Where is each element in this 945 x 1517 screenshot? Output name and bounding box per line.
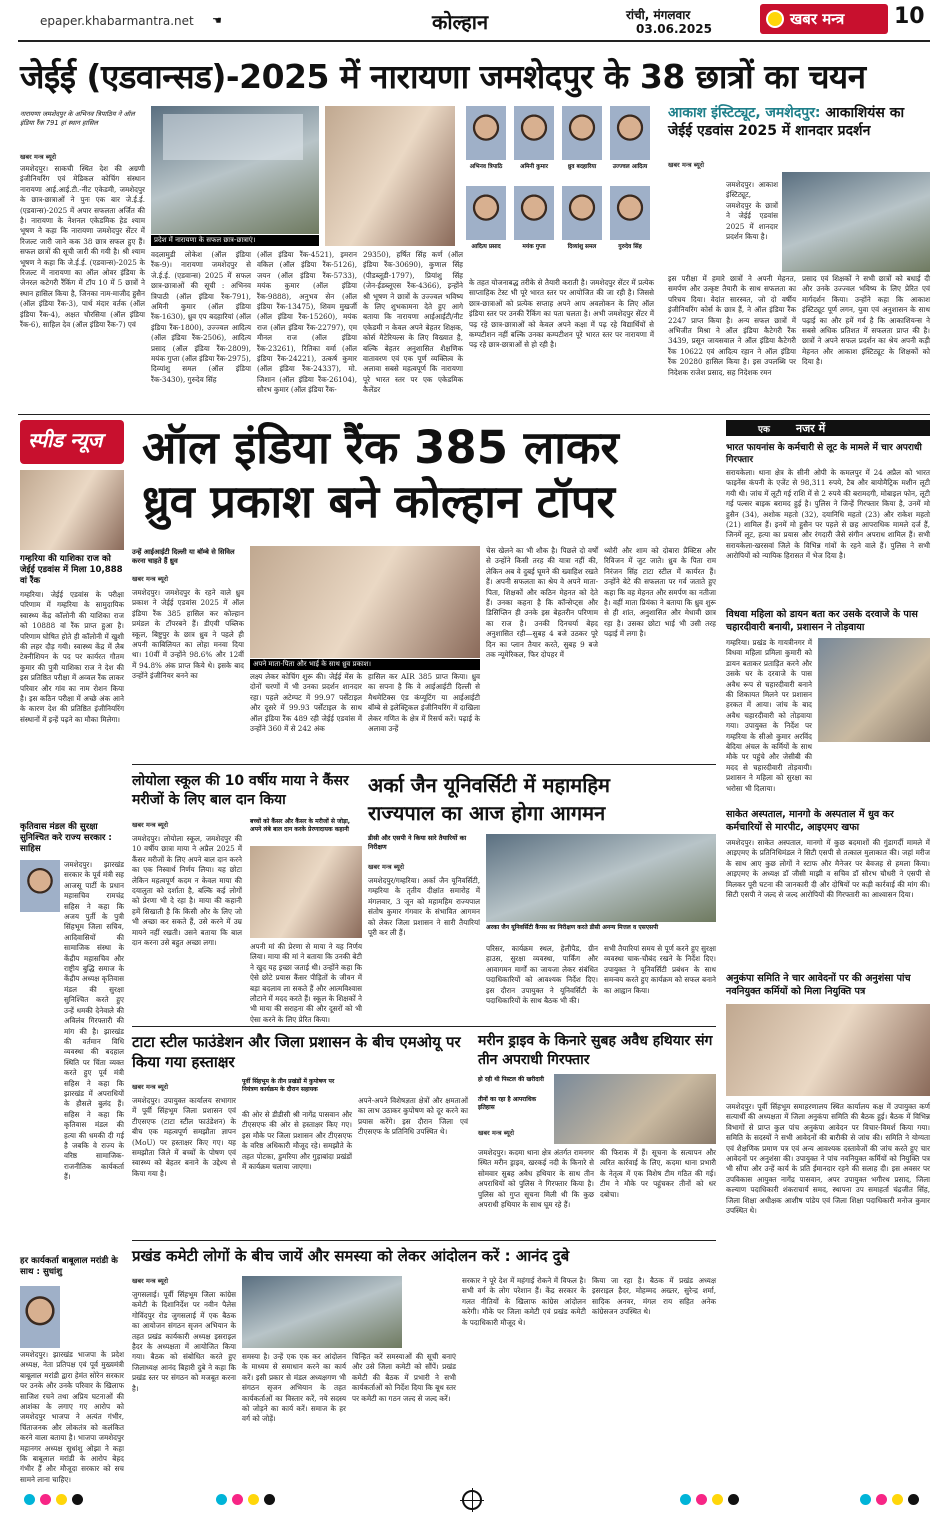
prakhand-story: [132, 1246, 716, 1454]
arka-col3: सभी तैयारियां समय से पूर्ण करने हुए सुरक्षा व्यवस्था चाक-चौबंद रखने के निर्देश दिए। उपायुक्त ने यूनिवर्सिटी प्रबंधन के साथ समन्वय करते हुए कार्यक्रम को सफल बनाने का आह्वान किया।: [604, 944, 716, 995]
arka-headline-line1: अर्का जैन यूनिवर्सिटी में महामहिम: [368, 773, 611, 797]
narayana-col1: जमशेदपुर। साकची स्थित देश की अग्रणी इंजीनियरिंग एवं मेडिकल कोचिंग संस्थान नारायणा आई.आई.टी.-नीट एकेडमी, जमशेदपुर के छात्र-छात्राओं ने पुनः एक बार जे.ई.ई. (एडवान्स)-2025 में अपार सफलता अर्जित की है। नारायणा के नेशनल एकेडमिक हेड श्याम भूषण ने कहा कि नारायणा जमशेदपुर सेंटर में रिजल्ट जारी जाने कक 38 छात्र सफल हुए हैं। सफल छात्रों की सूची जारी की गयी है। श्री श्याम भूषण ने कहा कि जे.ई.ई. (एडवान्स)-2025 के रिजल्ट में नारायणा का ऑल ओवर इंडिया के जेनरल कटेगरी रैंकिंग में टॉप 10 में 5 छात्रों ने स्थान हासिल किया है, जिनका नाम-माजीद हुसैन (ऑल इंडिया रैंक-3), पार्थ मंदार वर्तक (ऑल इंडिया रैंक-4), अक्षत चौरसिया (ऑल इंडिया रैंक-6), साहिल देव (ऑल इंडिया रैंक-7) एवं: [20, 164, 145, 330]
color-swatch: [40, 1494, 51, 1505]
section-rule: [18, 414, 930, 415]
color-swatch: [72, 1494, 83, 1505]
student-portrait: [610, 106, 650, 160]
issue-city-day: रांची, मंगलवार: [626, 8, 691, 22]
speed-news-banner: [20, 420, 124, 464]
arka-headline-line2: राज्यपाल का आज होगा आगमन: [368, 801, 606, 825]
prakhand-top-rule: [132, 1240, 716, 1241]
nazar-item4-text: जमशेदपुर। पूर्वी सिंहभूम समाहरणालय स्थित कार्यालय कक्ष में उपायुक्त कर्ण सत्यार्थी की अध्यक्षता में जिला अनुकंपा समिति की बैठक हुई। बैठक में विभिन्न विभागों से प्राप्त कुल पांच अनुकंपा आवेदन पर विचार-विमर्श किया गया। समिति के सदस्यों ने सभी आवेदनों की बारीकी से जांच की। समिति ने योग्यता एवं शैक्षणिक प्रमाण पत्र एवं अन्य आवश्यक दस्तावेजों की जांच करते हुए चार आवेदनों पर अनुशंसा की। उपायुक्त ने पांच नवनियुक्त कर्मियों को नियुक्ति पत्र भी सौंपा और उन्हें कार्य के प्रति ईमानदार रहने की सलाह दी। इस अवसर पर उपविकास आयुक्त नागेंद्र पासवान, अपर उपायुक्त भगीरथ प्रसाद, जिला कल्याण पदाधिकारी शंकराचार्य समद, स्थापना उप समाहर्ता चंद्रजीत सिंह, जिला शिक्षा अधीक्षक आशीष पांडेय एवं जिला शिक्षा पदाधिकारी मनोज कुमार उपस्थित थे।: [726, 1102, 930, 1216]
arka-kicker: डीसी और एसपी ने किया सारे तैयारियों का निरीक्षण: [368, 834, 467, 851]
dhruv-family-photo: [250, 546, 480, 658]
arka-col1: जमशेदपुर/गम्हरिया। अर्का जैन यूनिवर्सिटी, गम्हरिया के तृतीय दीक्षांत समारोह में मंगलवार, 3 जून को महामहिम राज्यपाल संतोष कुमार गंगवार के संभावित आगमन को लेकर जिला प्रशासन ने सारी तैयारियां पूरी कर ली हैं।: [368, 876, 480, 938]
sahis-photo: [20, 860, 60, 912]
brand-name: खबर मन्त्र: [790, 10, 845, 28]
nazar-item3-text: जमशेदपुर। साकेत अस्पताल, मानगो में कुछ बदमाशों की गुंडागर्दी मामले में आइएमए के प्रतिनिधिमंडल ने सिटी एसपी से तत्काल मुलाकात की। जहां मरीज के साथ आए कुछ लोगों ने स्टाफ और मैनेजर पर बेवजह से हमला किया। आइएमए के अध्यक्ष डॉ जीसी माझी व सचिव डॉ सौरभ चौधरी ने एसपी से मिलकर पूरी घटना की जानकारी दी और दोषियों पर कड़ी कार्रवाई की मांग की। सिटी एसपी ने जल्द से जल्द आरोपियों की गिरफ्तारी का आश्वासन दिया।: [726, 838, 930, 900]
sudhanshu-photo: [20, 1286, 60, 1348]
color-swatch: [892, 1494, 903, 1505]
brand-logo-icon: [766, 10, 784, 28]
dhruv-byline: खबर मन्त्र ब्यूरो: [132, 575, 169, 583]
speed-item2-text: जमशेदपुर। झारखंड सरकार के पूर्व मंत्री सह आजसू पार्टी के प्रधान महासचिव रामचंद्र सहिस ने कहा कि अजय पुर्ती के पुत्री सिंहभूम जिला सचिव, आदिवासियों की सामाजिक संस्था के केंद्रीय महासचिव और राष्ट्रीय बुद्धि समाज के केंद्रीय अध्यक्ष कृतिवास मंडल की सुरक्षा सुनिश्चित करते हुए उन्हें धमकी देनेवाले की अविलंब गिरफ्तारी की मांग की है। झारखंड की वर्तमान विधि व्यवस्था की बदहाल स्थिति पर चिंता व्यक्त करते हुए पूर्व मंत्री सहिस ने कहा कि झारखंड में अपराधियों के हौसले बुलंद हैं। सहिस ने कहा कि कृतिवास मंडल की हत्या की धमकी दी गई है जबकि वे राज्य के वरिष्ठ सामाजिक-राजनीतिक कार्यकर्ता हैं।: [64, 860, 124, 1182]
student-name: अभिनव त्रिपाठि: [469, 164, 503, 170]
yashika-photo: [20, 470, 124, 550]
student-portrait: [610, 186, 650, 240]
student-portrait: [514, 106, 554, 160]
narayana-photo-caption: प्रदेश में नारायणा के सफल छात्र-छात्राएं।: [151, 235, 319, 246]
dhruv-bottom-rule: [132, 764, 716, 765]
speed-item1-title: गम्हरिया की याशिका राज को जेईई एडवांस में मिला 10,888 वां रैंक: [20, 554, 123, 586]
aakash-headline-red: आकाश इंस्टिट्यूट, जमशेदपुर:: [668, 105, 821, 121]
speed-item3-title: हर कार्यकर्ता बाबूलाल मरांडी के साथ : सुधांशु: [20, 1256, 118, 1277]
color-swatch: [232, 1494, 243, 1505]
student-portrait: [562, 106, 602, 160]
prakhand-col4: सरकार ने पूरे देश में महंगाई रोकने में विफल है। सभी वर्ग के लोग परेशान हैं। केंद्र सरकार के गलत नीतियों के खिलाफ कांग्रेस आंदोलन करेगी। मौके पर जिला कमेटी एवं प्रखंड कमेटी के पदाधिकारी मौजूद थे।: [462, 1276, 586, 1327]
narayana-photo-note: नारायणा जमशेदपुर के अभिनव त्रिपाठिय ने ऑल इंडिया रैंक 791 हां स्थान हासिल: [20, 110, 135, 127]
marine-byline: खबर मन्त्र ब्यूरो: [478, 1129, 515, 1137]
narayana-byline: खबर मन्त्र ब्यूरो: [20, 153, 57, 161]
nazar-item4-title: अनुकंपा समिति ने चार आवेदनों पर की अनुशंसा पांच नवनियुक्त कर्मियों को मिला नियुक्ति पत्र: [726, 973, 911, 997]
page-number: 10: [894, 4, 925, 29]
loyola-story: [132, 772, 362, 1024]
speed-news-column: [20, 420, 124, 1484]
narayana-col5-visible: के तहत योजनाबद्ध तरीके से तैयारी कराती है। जमशेदपुर सेंटर में प्रत्येक साप्ताहिक टेस्ट भी पूरे भारत स्तर पर आयोजित की जा रही है। जिससे छात्र-छात्राओं को प्रत्येक सप्ताह अपने आप अवलोकन के लिए ऑल इंडिया स्तर पर उनकी रैंकिंग का पता चलता है। अभी जमशेदपुर सेंटर में पढ़ रहे छात्र-छात्राओं को केवल अपने कक्षा में पढ़ रहे विद्यार्थियों से कम्पटीशन नहीं बल्कि उनका कम्पटीशन पूरे भारत स्तर पर नारायणा में पढ़ रहे छात्र-छात्राओं से हो रही है।: [469, 278, 654, 350]
color-swatch: [876, 1494, 887, 1505]
color-swatch: [248, 1494, 259, 1505]
prakhand-col3: चिन्हित करें समस्याओं की सूची बनाएं और उसे जिला कमेटी को सौंपें। प्रखंड कमेटी की बैठक में प्रभारी ने सभी कार्यकर्ताओं को निर्देश दिया कि बूथ स्तर पर कमेटी का गठन जल्द से जल्द करें।: [352, 1352, 456, 1403]
maya-photo: [250, 846, 362, 938]
issue-date: 03.06.2025: [636, 22, 712, 36]
aakash-col1: इस परीक्षा में हमारे छात्रों ने अपनी मेहनत, समर्पण और उत्कृष्ट तैयारी के साथ सफलता का परिचय दिया। वेदांत सारस्वत, जो दो वर्षीय इंजीनियरिंग कोर्स के छात्र हैं, ने ऑल इंडिया रैंक 2247 प्राप्त किया है। अन्य सफल छात्रों में अभिजीत मिश्रा ने ऑल इंडिया कैटेगरी रैंक 3439, प्रसून जायसवाल ने ऑल इंडिया कैटेगरी रैंक 10622 एवं आदित्य रहान ने ऑल इंडिया रैंक 20280 हासिल किया है। इस उपलब्धि पर निदेशक राजेश प्रसाद, सह निदेशक रमन: [668, 274, 796, 377]
student-portrait: [466, 106, 506, 160]
prakhand-byline: खबर मन्त्र ब्यूरो: [132, 1277, 169, 1285]
color-swatch: [860, 1494, 871, 1505]
marine-col1: जमशेदपुर। कदमा थाना क्षेत्र अंतर्गत रामनगर स्थित मरीन ड्राइव, खरकई नदी के किनारे से सोमवार सुबह अवैध हथियार के साथ तीन अपराधियों को पुलिस ने गिरफ्तार किया है। पुलिस को गुप्त सूचना मिली थी कि कुछ अपराधी हथियार के साथ घूम रहे हैं।: [478, 1148, 594, 1210]
narayana-col3: (ऑल इंडिया रैंक-4521), इमरान वकिल (ऑल इंडिया रैंक-5126), जयन (ऑल इंडिया रैंक-5733), मयंक कुमार (ऑल इंडिया रैंक-9888), अनुभव सेन (ऑल इंडिया रैंक-13475), शिवम मुखर्जी (ऑल इंडिया रैंक-15260), मयंक राज (ऑल इंडिया रैंक-22797), एम मीनल राज (ऑल इंडिया रैंक-23261), रितिका वर्मा (ऑल इंडिया रैंक-24221), उत्कर्ष कुमार (ऑल इंडिया रैंक-24337), मो. जिशान (ऑल इंडिया रैंक-26104), सौरभ कुमार (ऑल इंडिया रैंक-: [257, 250, 357, 395]
narayana-col2: वदलामुडी लोकेश (ऑल इंडिया रैंक-9)। नारायणा जमशेदपुर से जे.ई.ई. (एडवान्स) 2025 में सफल छात्र-छात्राओं की सूची : अभिनव त्रिपाठी (ऑल इंडिया रैंक-791), अमिनी कुमार (ऑल इंडिया रैंक-1630), ध्रुव एप बदहारियां (ऑल इंडिया रैंक-1800), उज्ज्वल आदित्य (ऑल इंडिया रैंक-2506), आदित्य प्रसाद (ऑल इंडिया रैंक-2809), मयंक गुप्ता (ऑल इंडिया रैंक-2975), दिव्यांशु समल (ऑल इंडिया रैंक-3430), गुरुदेव सिंह: [151, 250, 251, 384]
color-swatch: [696, 1494, 707, 1505]
nazar-title: नजर में: [796, 422, 826, 435]
masthead-rule: [18, 40, 930, 42]
narayana-side-photo: [325, 106, 455, 246]
student-portraits: [460, 106, 650, 276]
aakash-story: [668, 104, 930, 406]
crosshair-icon: [462, 1490, 482, 1510]
marine-story: [478, 1032, 716, 1236]
prakhand-headline: प्रखंड कमेटी लोगों के बीच जायें और समस्या को लेकर आंदोलन करें : आनंद दुबे: [132, 1247, 570, 1265]
speed-item2-text-cont: [20, 916, 124, 1246]
aakash-headline: [668, 104, 930, 140]
aakash-byline: खबर मन्त्र ब्यूरो: [668, 161, 705, 169]
color-swatch: [908, 1494, 919, 1505]
tata-col2: की ओर से डीडीसी श्री नागेंद्र पासवान और टीएसएफ की ओर से हस्ताक्षर किए गए। इस मौके पर जिला प्रशासन और टीएसएफ के वरिष्ठ अधिकारी मौजूद रहे। समझौते के तहत पोटका, डुमरिया और गुड़ाबांदा प्रखंडों में कार्यक्रम चलाया जाएगा।: [242, 1110, 352, 1172]
nazar-item3-title: साकेत अस्पताल, मानगो के अस्पताल में धुव कर कर्मचारियों से मारपीट, आइएमए खफा: [726, 809, 894, 833]
marine-col2: की फिराक में हैं। सूचना के सत्यापन और त्वरित कार्रवाई के लिए, कदमा थाना प्रभारी के नेतृत्व में एक विशेष टीम गठित की गई। टीम ने मौके पर पहुंचकर तीनों को धर दबोचा।: [600, 1148, 716, 1199]
main-headline: जेईई (एडवान्सड)-2025 में नारायणा जमशेदपुर के 38 छात्रों का चयन: [20, 57, 866, 96]
student-portrait: [514, 186, 554, 240]
speed-item3-text: जमशेदपुर। झारखंड भाजपा के प्रदेश अध्यक्ष, नेता प्रतिपक्ष एवं पूर्व मुख्यमंत्री बाबूलाल मरांडी द्वारा हेमंत सोरेन सरकार पर उनके और उनके परिवार के खिलाफ साजिश रचने तथा अप्रिय घटनाओं की आशंका के लगाए गए आरोप को जमशेदपुर भाजपा ने अत्यंत गंभीर, चिंताजनक और लोकतंत्र को कलंकित करने वाला बताया है। भाजपा जमशेदपुर महानगर अध्यक्ष सुधांशु ओझा ने कहा कि बाबूलाल मरांडी के आरोप बेहद गंभीर हैं और मौजूदा सरकार को सच सामने लाना चाहिए।: [20, 1350, 124, 1484]
dhruv-headline-line1: ऑल इंडिया रैंक 385 लाकर: [142, 421, 619, 474]
narayana-col4: 29350), हर्षित सिंह कर्ण (ऑल इंडिया रैंक-30690), कुणाल सिंह (पीडब्लूडी-1797), प्रियांशु सिंह (जेन-ईडब्लूएस रैंक-4366), इन्होंने श्री भूषण ने छात्रों के उज्ज्वल भविष्य के लिए शुभकामना देते हुए आगे बताया कि नारायणा आईआईटी/नीट एकेडमी न केवल अपने बेहतर शिक्षक, कोर्स मैटेरियल्स के लिए विख्यात है, बल्कि बेहतर अनुशासित शैक्षणिक वातावरण एवं एक पूर्ण व्यक्तित्व के अलावा सबसे महत्वपूर्ण कि नारायणा पूरे भारत स्तर पर एक एकेडमिक कैलेंडर: [363, 250, 463, 395]
marine-arrest-photo: [554, 1074, 716, 1144]
tata-headline: टाटा स्टील फाउंडेशन और जिला प्रशासन के बीच एमओयू पर किया गया हस्ताक्षर: [132, 1033, 461, 1071]
nazar-item2-text-cont: [726, 746, 930, 802]
student-name: ध्रुव बदहारिया: [567, 164, 597, 170]
nazar-item2-text: गम्हरिया। प्रखंड के गायत्रीनगर में विधवा महिला प्रमिला कुमारी को डायन बताकर प्रताड़ित करने और उसके घर के दरवाजे के पास अवैध रूप से चहारदीवारी बनाने की शिकायत मिलने पर प्रशासन हरकत में आया। जांच के बाद अवैध चहारदीवारी को तोड़वाया गया। उपायुक्त के निर्देश पर गम्हरिया के सीओ कुमार अरविंद बेदिया अंचल के कर्मियों के साथ मौके पर पहुंचे और जेसीबी की मदद से चहारदीवारी तोड़वायी। प्रशासन ने महिला को सुरक्षा का भरोसा भी दिलाया।: [726, 638, 812, 793]
aakash-col2: प्रसाद एवं शिक्षकों ने सभी छात्रों को बधाई दी और उनके उज्ज्वल भविष्य के लिए प्रेरित एवं मार्गदर्शन किया। उन्होंने कहा कि आकाश इंस्टिट्यूट पूर्ण लगन, युवा एवं अनुशासन के साथ पढ़ाई का और हमें गर्व है कि आकाशियन्स ने सबसे अधिक प्रतिशत में सफलता प्राप्त की है। छात्रों ने अपने सफल प्रदर्शन का श्रेय अपनी कड़ी मेहनत और आकाश इंस्टिट्यूट के शिक्षकों को दिया है।: [802, 274, 930, 367]
appointment-photo: [726, 1004, 930, 1096]
student-portrait: [466, 186, 506, 240]
cursor-icon: ☚: [212, 14, 222, 27]
dhruv-story: [132, 420, 716, 792]
loyola-headline: लोयोला स्कूल की 10 वर्षीय माया ने कैंसर मरीजों के लिए बाल दान किया: [132, 773, 349, 808]
dhruv-photo-caption: अपने माता-पिता और भाई के साथ ध्रुव प्रकाश।: [250, 659, 480, 670]
marine-kicker2: तीनों का रहा है आपराधिक इतिहास: [478, 1096, 537, 1111]
footer-marks: [0, 1488, 945, 1517]
color-swatch: [728, 1494, 739, 1505]
nazar-item1-text: सरायकेला। थाना क्षेत्र के सीनी ओपी के कमलपुर में 24 अप्रैल को भारत फाइनेंस कंपनी के एजेंट से 98,311 रुपये, टैब और बायोमैट्रिक मशीन लूटी गयी थी। जांच में लूटी गई राशि में से 2 रुपये की बरामदगी, मोबाइल फोन, लूटी गई पल्सर बाइक बरामद हुई है। पुलिस ने जिन्हें गिरफ्तार किया है, उनमें मो हुसैन (34), अशोक महतो (32), दयानिधि महतो (23) और राकेश महतो (21) शामिल हैं। इनमें मो हुसैन पर पहले से छह आपराधिक मामले दर्ज हैं, जिनमें लूट, हत्या का प्रयास और रंगदारी जैसे संगीन अपराध शामिल हैं। सभी सरायकेला-खरसवां जिले के विभिन्न गांवों के रहने वाले हैं। पुलिस ने सभी आरोपियों को न्यायिक हिरासत में भेज दिया है।: [726, 468, 930, 561]
arka-photo: [486, 834, 716, 922]
loyola-photo-caption: बच्चों को कैंसर और कैंसर के मरीजों से जोड़ा, अपने लंबे बाल दान करके प्रेरणादायक कहानी: [250, 818, 351, 833]
prakhand-col5: किया जा रहा है। बैठक में प्रखंड अध्यक्ष इसराइल हैदर, मोहम्मद अख्तर, सुरेन्द्र शर्मा, सादिक अनवर, मंगल राय सहित अनेक कांग्रेसजन उपस्थित थे।: [592, 1276, 716, 1317]
arka-col2: परिसर, कार्यक्रम स्थल, हेलीपैड, ग्रीन हाउस, सुरक्षा व्यवस्था, पार्किंग और आवागमन मार्गों का जायजा लेकर संबंधित पदाधिकारियों को आवश्यक निर्देश दिए। इस दौरान उपायुक्त ने यूनिवर्सिटी के पदाधिकारियों के साथ बैठक भी की।: [486, 944, 598, 1006]
narayana-group-photo: [151, 106, 319, 234]
nazar-item2-title: विधवा महिला को डायन बता कर उसके दरवाजे के पास चहारदीवारी बनायी, प्रशासन ने तोड़वाया: [726, 609, 918, 633]
mid-rule: [132, 1026, 716, 1027]
student-name: उज्ज्वल आदित्य: [612, 164, 648, 170]
student-name: दिव्यांशु समल: [567, 244, 597, 250]
dhruv-headline-line2: ध्रुव प्रकाश बने कोल्हान टॉपर: [142, 475, 615, 528]
dhruv-col3: हासिल कर AIR 385 प्राप्त किया। ध्रुव का सपना है कि वे आईआईटी दिल्ली से मैथमेटिक्स एंड कंप्यूटिंग या आईआईटी बॉम्बे से इलेक्ट्रिकल इंजीनियरिंग में दाखिला लेकर गणित के क्षेत्र में रिसर्च करें। पढ़ाई के अलावा उन्हें: [368, 672, 480, 734]
dhruv-col4: चेस खेलने का भी शौक है। पिछले दो वर्षों से उन्होंने किसी तरह की यात्रा नहीं की, लेकिन अब वे दुबई घूमने की ख्वाहिश रखते हैं। अपनी सफलता का श्रेय वे अपने माता-पिता, शिक्षकों और कठिन मेहनत को देते हैं। उनका कहना है कि कॉन्सेप्ट्स और डिसिप्लिन ही उनके इस बेहतरीन परिणाम का राज है। उनकी दिनचर्या बेहद अनुशासित रही—सुबह 4 बजे उठकर पूरे दिन का प्लान तैयार करते, सुबह 9 बजे तक न्यूमेरिकल, फिर दोपहर में: [486, 546, 598, 660]
dhruv-col1: जमशेदपुर। जमशेदपुर के रहने वाले ध्रुव प्रकाश ने जेईई एडवांस 2025 में ऑल इंडिया रैंक 385 हासिल कर कोल्हान प्रमंडल के टॉपरबने हैं। डीएवी पब्लिक स्कूल, बिष्टुपुर के छात्र ध्रुव ने पहले ही अपनी काबिलियत का लोहा मनवा दिया था। 10वीं में उन्होंने 98.6% और 12वीं में 94.8% अंक प्राप्त किये थे। इसके बाद उन्होंने इंजीनियर बनने का: [132, 588, 244, 681]
speed-item2-title: कृतिवास मंडल की सुरक्षा सुनिश्चित करे राज्य सरकार : साहिस: [20, 822, 112, 854]
marine-headline: मरीन ड्राइव के किनारे सुबह अवैध हथियार संग तीन अपराधी गिरफ्तार: [478, 1033, 713, 1068]
prakhand-col2: समस्या है। उन्हें एक एक कर आंदोलन के माध्यम से समाधान करने का कार्य करें। इसी प्रकार से मंडल अध्यक्षगण भी संगठन सृजन अभियान के तहत कार्यकर्ताओं का विस्तार करें, नये सदस्य को जोड़ने का कार्य करें। समाज के हर वर्ग को जोड़ें।: [242, 1352, 346, 1424]
student-name: अमिनी कुमार: [520, 164, 548, 170]
tata-byline: खबर मन्त्र ब्यूरो: [132, 1083, 169, 1091]
dhruv-col5: थ्योरी और शाम को दोबारा प्रैक्टिस और रिविजन में जुट जाते। ध्रुव के पिता राम निरंजन सिंह टाटा स्टील में कार्यरत हैं। उन्होंने बेटे की सफलता पर गर्व जताते हुए कहा कि वह मेहनत और समर्पण का नतीजा है। वहीं माता प्रियंका ने बताया कि ध्रुव शुरू से ही शांत, अनुशासित और मेधावी छात्र रहा है। उसका छोटा भाई भी उसी तरह पढ़ाई में लगा है।: [604, 546, 716, 639]
masthead: [0, 0, 945, 44]
arka-story: [368, 772, 716, 1022]
brand-box: [760, 4, 888, 34]
student-portrait: [562, 186, 602, 240]
wall-demolition-photo: [818, 638, 930, 742]
prakhand-col1: जुगसलाई। पूर्वी सिंहभूम जिला कांग्रेस कमेटी के दिशानिर्देश पर नवीन पैलेस गोविंदपुर रोड जुगसलाई में एक बैठक का आयोजन संगठन सृजन अभियान के तहत प्रखंड कार्यकारी अध्यक्ष इसराइल हैदर के अध्यक्षता में आयोजित किया गया। बैठक को संबोधित करते हुए जिलाध्यक्ष आनंद बिहारी दुबे ने कहा कि प्रखंड स्तर पर संगठन को मजबूत करना है।: [132, 1290, 236, 1393]
crosshair-v: [472, 1488, 473, 1512]
prakhand-meeting-photo: [242, 1276, 402, 1348]
marine-kicker1: हो रही थी पिस्टल की खरीदारी: [478, 1076, 544, 1083]
tata-col1: जमशेदपुर। उपायुक्त कार्यालय सभागार में पूर्वी सिंहभूम जिला प्रशासन एवं टीएसएफ (टाटा स्टील फाउंडेशन) के बीच एक महत्वपूर्ण समझौता ज्ञापन (MoU) पर हस्ताक्षर किए गए। यह समझौता जिले में बच्चों के पोषण एवं स्वास्थ्य को बेहतर बनाने के उद्देश्य से किया गया है।: [132, 1096, 236, 1178]
tata-col3: अपने-अपने विशेषज्ञता क्षेत्रों और क्षमताओं का लाभ उठाकर कुपोषण को दूर करने का प्रयास करेंगे। इस दौरान जिला एवं टीएसएफ के प्रतिनिधि उपस्थित थे।: [358, 1096, 468, 1137]
loyola-col2: अपनी मां की प्रेरणा से माया ने यह निर्णय लिया। माया की मां ने बताया कि उनकी बेटी ने खुद यह इच्छा जताई थी। उन्होंने कहा कि ऐसे छोटे प्रयास कैंसर पीड़ितों के जीवन में बड़ा बदलाव ला सकते हैं और आत्मविश्वास लौटाने में मदद करते हैं। स्कूल के शिक्षकों ने भी माया की सराहना की और दूसरों को भी ऐसा करने के लिए प्रेरित किया।: [250, 942, 362, 1024]
color-swatch: [24, 1494, 35, 1505]
aakash-intro: जमशेदपुर। आकाश इंस्टिट्यूट, जमशेदपुर के छात्रों ने जेईई एडवांस 2025 में शानदार प्रदर्शन किया है।: [726, 180, 778, 242]
loyola-byline: खबर मन्त्र ब्यूरो: [132, 821, 169, 829]
nazar-label: एक: [758, 425, 770, 435]
loyola-col1: जमशेदपुर। लोयोला स्कूल, जमशेदपुर की 10 वर्षीय छात्रा माया ने अप्रैल 2025 में कैंसर मरीजों के लिए अपने बाल दान करने का एक निस्वार्थ निर्णय लिया। यह छोटा लेकिन महत्वपूर्ण कदम न केवल माया की दयालुता को दर्शाता है, बल्कि कई लोगों को प्रेरणा भी दे रहा है। माया की कहानी हमें सिखाती है कि किसी और के लिए जो भी अच्छा कर सकते हैं, उसे करने में उम्र मायने नहीं रखती। उसने बताया कि बाल दान करना उसे बहुत अच्छा लगा।: [132, 834, 242, 948]
tata-photo-caption: पूर्वी सिंहभूम के तीन प्रखंडों में कुपोषण पर नियंत्रण कार्यक्रम के दौरान सहायक: [242, 1078, 335, 1093]
color-swatch: [712, 1494, 723, 1505]
narayana-story: [20, 104, 660, 406]
tata-story: [132, 1032, 468, 1236]
nazar-column: [726, 420, 930, 1242]
nazar-item1-title: भारत फायनांस के कर्मचारी से लूट के मामले में चार अपराधी गिरफ्तार: [726, 443, 922, 465]
speed-news-label: स्पीड न्यूज: [28, 428, 103, 452]
arka-byline: खबर मन्त्र ब्यूरो: [368, 863, 405, 871]
color-swatch: [264, 1494, 275, 1505]
group-photo-banner: [163, 114, 303, 160]
nazar-banner: [726, 420, 930, 436]
dhruv-kicker: उन्हें आईआईटी दिल्ली या बॉम्बे से सिविल करना चाहते हैं ध्रुव: [132, 548, 235, 565]
color-swatch: [216, 1494, 227, 1505]
color-swatch: [680, 1494, 691, 1505]
aakash-headline-rest: आकाशियंस का जेईई एडवांस 2025 में शानदार प्रदर्शन: [668, 105, 905, 139]
student-name: आदित्य प्रसाद: [471, 244, 501, 250]
color-swatch: [56, 1494, 67, 1505]
student-name: गुरुदेव सिंह: [618, 244, 642, 250]
dhruv-col2: लक्ष्य लेकर कोचिंग शुरू की। जेईई मेंस के दोनों चरणों में भी उनका प्रदर्शन शानदार रहा। पहले अटेम्पट में 99.97 पर्सेंटाइल और दूसरे में 99.93 पर्सेंटाइल के साथ ऑल इंडिया रैंक 489 रही जेईई एडवांस में उन्होंने 360 में से 242 अंक: [250, 672, 362, 734]
section-name: कोल्हान: [432, 10, 489, 34]
epaper-url[interactable]: epaper.khabarmantra.net: [40, 14, 194, 28]
aakash-group-photo: [782, 172, 930, 272]
arka-photo-caption: अरका जैन यूनिवर्सिटी कैंपस का निरीक्षण करते डीसी अनन्य मित्तल व एसएसपी: [486, 924, 659, 931]
speed-item1-text: गम्हरिया। जेईई एडवांस के परीक्षा परिणाम में गम्हरिया के सामुदायिक स्वास्थ्य केंद्र कॉलोनी की याशिका राज को 10888 वां रैंक प्राप्त हुआ है। परिणाम घोषित होते ही कॉलोनी में खुशी की लहर दौड़ गयी। स्वास्थ्य केंद्र में लैब टेक्नीशियन के पद पर कार्यरत गौतम कुमार की पुत्री याशिका राज ने देश की इस प्रतिष्ठित परीक्षा में अव्वल रैंक लाकर परिवार और गांव का नाम रोशन किया है। इस कठिन परीक्षा में अच्छे अंक आने के कारण देश की प्रतिष्ठित इंजीनियरिंग संस्थानों में इन्हें पढ़ने का मौका मिलेगा।: [20, 590, 124, 724]
student-name: मयंक गुप्ता: [522, 244, 546, 250]
